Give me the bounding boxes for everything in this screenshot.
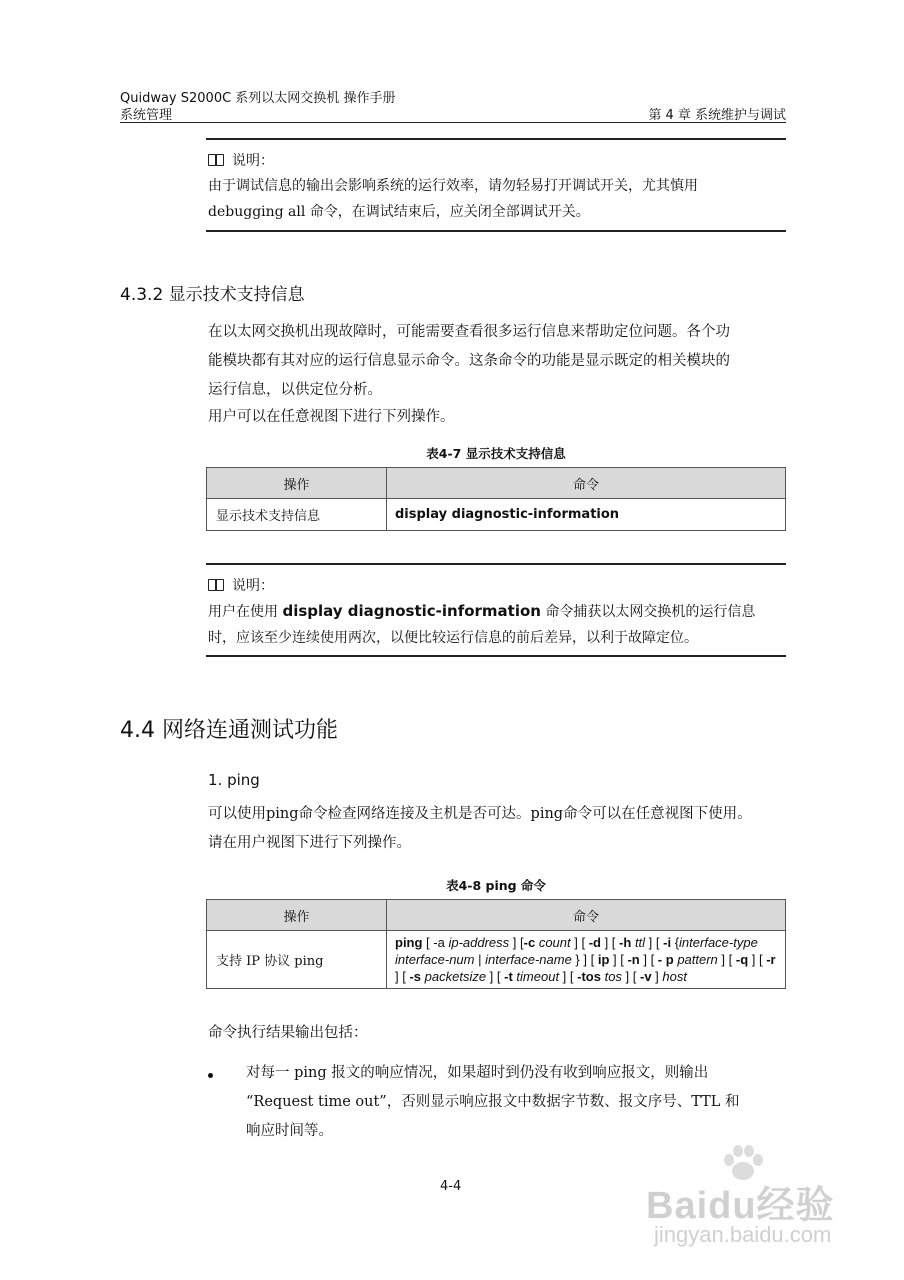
bullet-text (246, 1059, 791, 1146)
table-4-8-header-op: 操作 (207, 900, 387, 931)
section-432-heading: 4.3.2 显示技术支持信息 (120, 285, 305, 305)
note1-line2: debugging all 命令，在调试结束后，应关闭全部调试开关。 (208, 204, 590, 220)
section-44-heading: 4.4 网络连通测试功能 (120, 718, 338, 743)
watermark-url: jingyan.baidu.com (654, 1222, 832, 1247)
note1-top-rule (206, 138, 786, 140)
table-4-8-row-op: 支持 IP 协议 ping (207, 931, 387, 989)
table-4-7-header-op: 操作 (207, 468, 387, 499)
note1-line1: 由于调试信息的输出会影响系统的运行效率，请勿轻易打开调试开关，尤其慎用 (208, 178, 698, 194)
section-44-line2: 请在用户视图下进行下列操作。 (208, 835, 411, 851)
section-432-para2: 用户可以在任意视图下进行下列操作。 (208, 409, 455, 425)
watermark-brand: Baidu经验 (646, 1185, 835, 1227)
section-432-line3: 运行信息，以供定位分析。 (208, 382, 382, 398)
note1-label (208, 150, 274, 170)
table-4-7-caption: 表4-7 显示技术支持信息 (426, 446, 566, 461)
table-4-7-row-cmd: display diagnostic-information (387, 499, 786, 531)
bullet-line1: 对每一 ping 报文的响应情况，如果超时到仍没有收到响应报文，则输出 (246, 1065, 709, 1081)
table-4-7-header-cmd: 命令 (387, 468, 786, 499)
table-4-7-row-op: 显示技术支持信息 (207, 499, 387, 531)
header-rule (120, 122, 786, 123)
book-icon (208, 154, 224, 166)
note2-text (208, 598, 788, 651)
note2-top-rule (206, 563, 786, 565)
note1-text (208, 173, 788, 225)
section-44-paragraph (208, 800, 798, 858)
note1-label-text: 说明： (232, 153, 274, 169)
page-number: 4-4 (440, 1179, 462, 1194)
note2-label (208, 575, 274, 595)
note2-cmd: display diagnostic-information (282, 602, 541, 620)
table-4-7 (206, 467, 786, 531)
section-44-sub: 1. ping (208, 771, 260, 789)
table-4-8 (206, 899, 786, 989)
section-432-paragraph (208, 318, 788, 405)
result-intro: 命令执行结果输出包括： (208, 1025, 368, 1041)
note2-post: 命令捕获以太网交换机的运行信息 (540, 604, 756, 620)
table-4-8-header-cmd: 命令 (387, 900, 786, 931)
section-44-line1: 可以使用ping命令检查网络连接及主机是否可达。ping命令可以在任意视图下使用。 (208, 806, 752, 822)
header-right-sub: 第 4 章 系统维护与调试 (648, 108, 786, 123)
bullet-line2: “Request time out”，否则显示响应报文中数据字节数、报文序号、TTL 和 (246, 1094, 740, 1110)
table-4-8-row-cmd: ping [ -a ip-address ] [-c count ] [ -d ] [ -h ttl ] [ -i {interface-type interface-num | interface-name } ] [ ip ] [ -n ] [ - p pattern ] [ -q ] [ -r ] [ -s packetsize ] [ -t timeout ] [ -tos tos ] [ -v ] host (387, 931, 786, 989)
table-4-8-caption: 表4-8 ping 命令 (446, 878, 546, 893)
section-432-line1: 在以太网交换机出现故障时，可能需要查看很多运行信息来帮助定位问题。各个功 (208, 324, 730, 340)
header-left-sub: 系统管理 (120, 108, 173, 123)
bullet-line3: 响应时间等。 (246, 1123, 333, 1139)
note2-bottom-rule (206, 655, 786, 657)
note2-pre: 用户在使用 (208, 604, 283, 620)
section-432-line2: 能模块都有其对应的运行信息显示命令。这条命令的功能是显示既定的相关模块的 (208, 353, 730, 369)
bullet-dot (208, 1073, 213, 1078)
note1-bottom-rule (206, 230, 786, 232)
book-icon (208, 579, 224, 591)
header-title: Quidway S2000C 系列以太网交换机 操作手册 (120, 91, 396, 106)
note2-label-text: 说明： (232, 578, 274, 594)
note2-line2: 时，应该至少连续使用两次，以便比较运行信息的前后差异，以利于故障定位。 (208, 630, 698, 646)
